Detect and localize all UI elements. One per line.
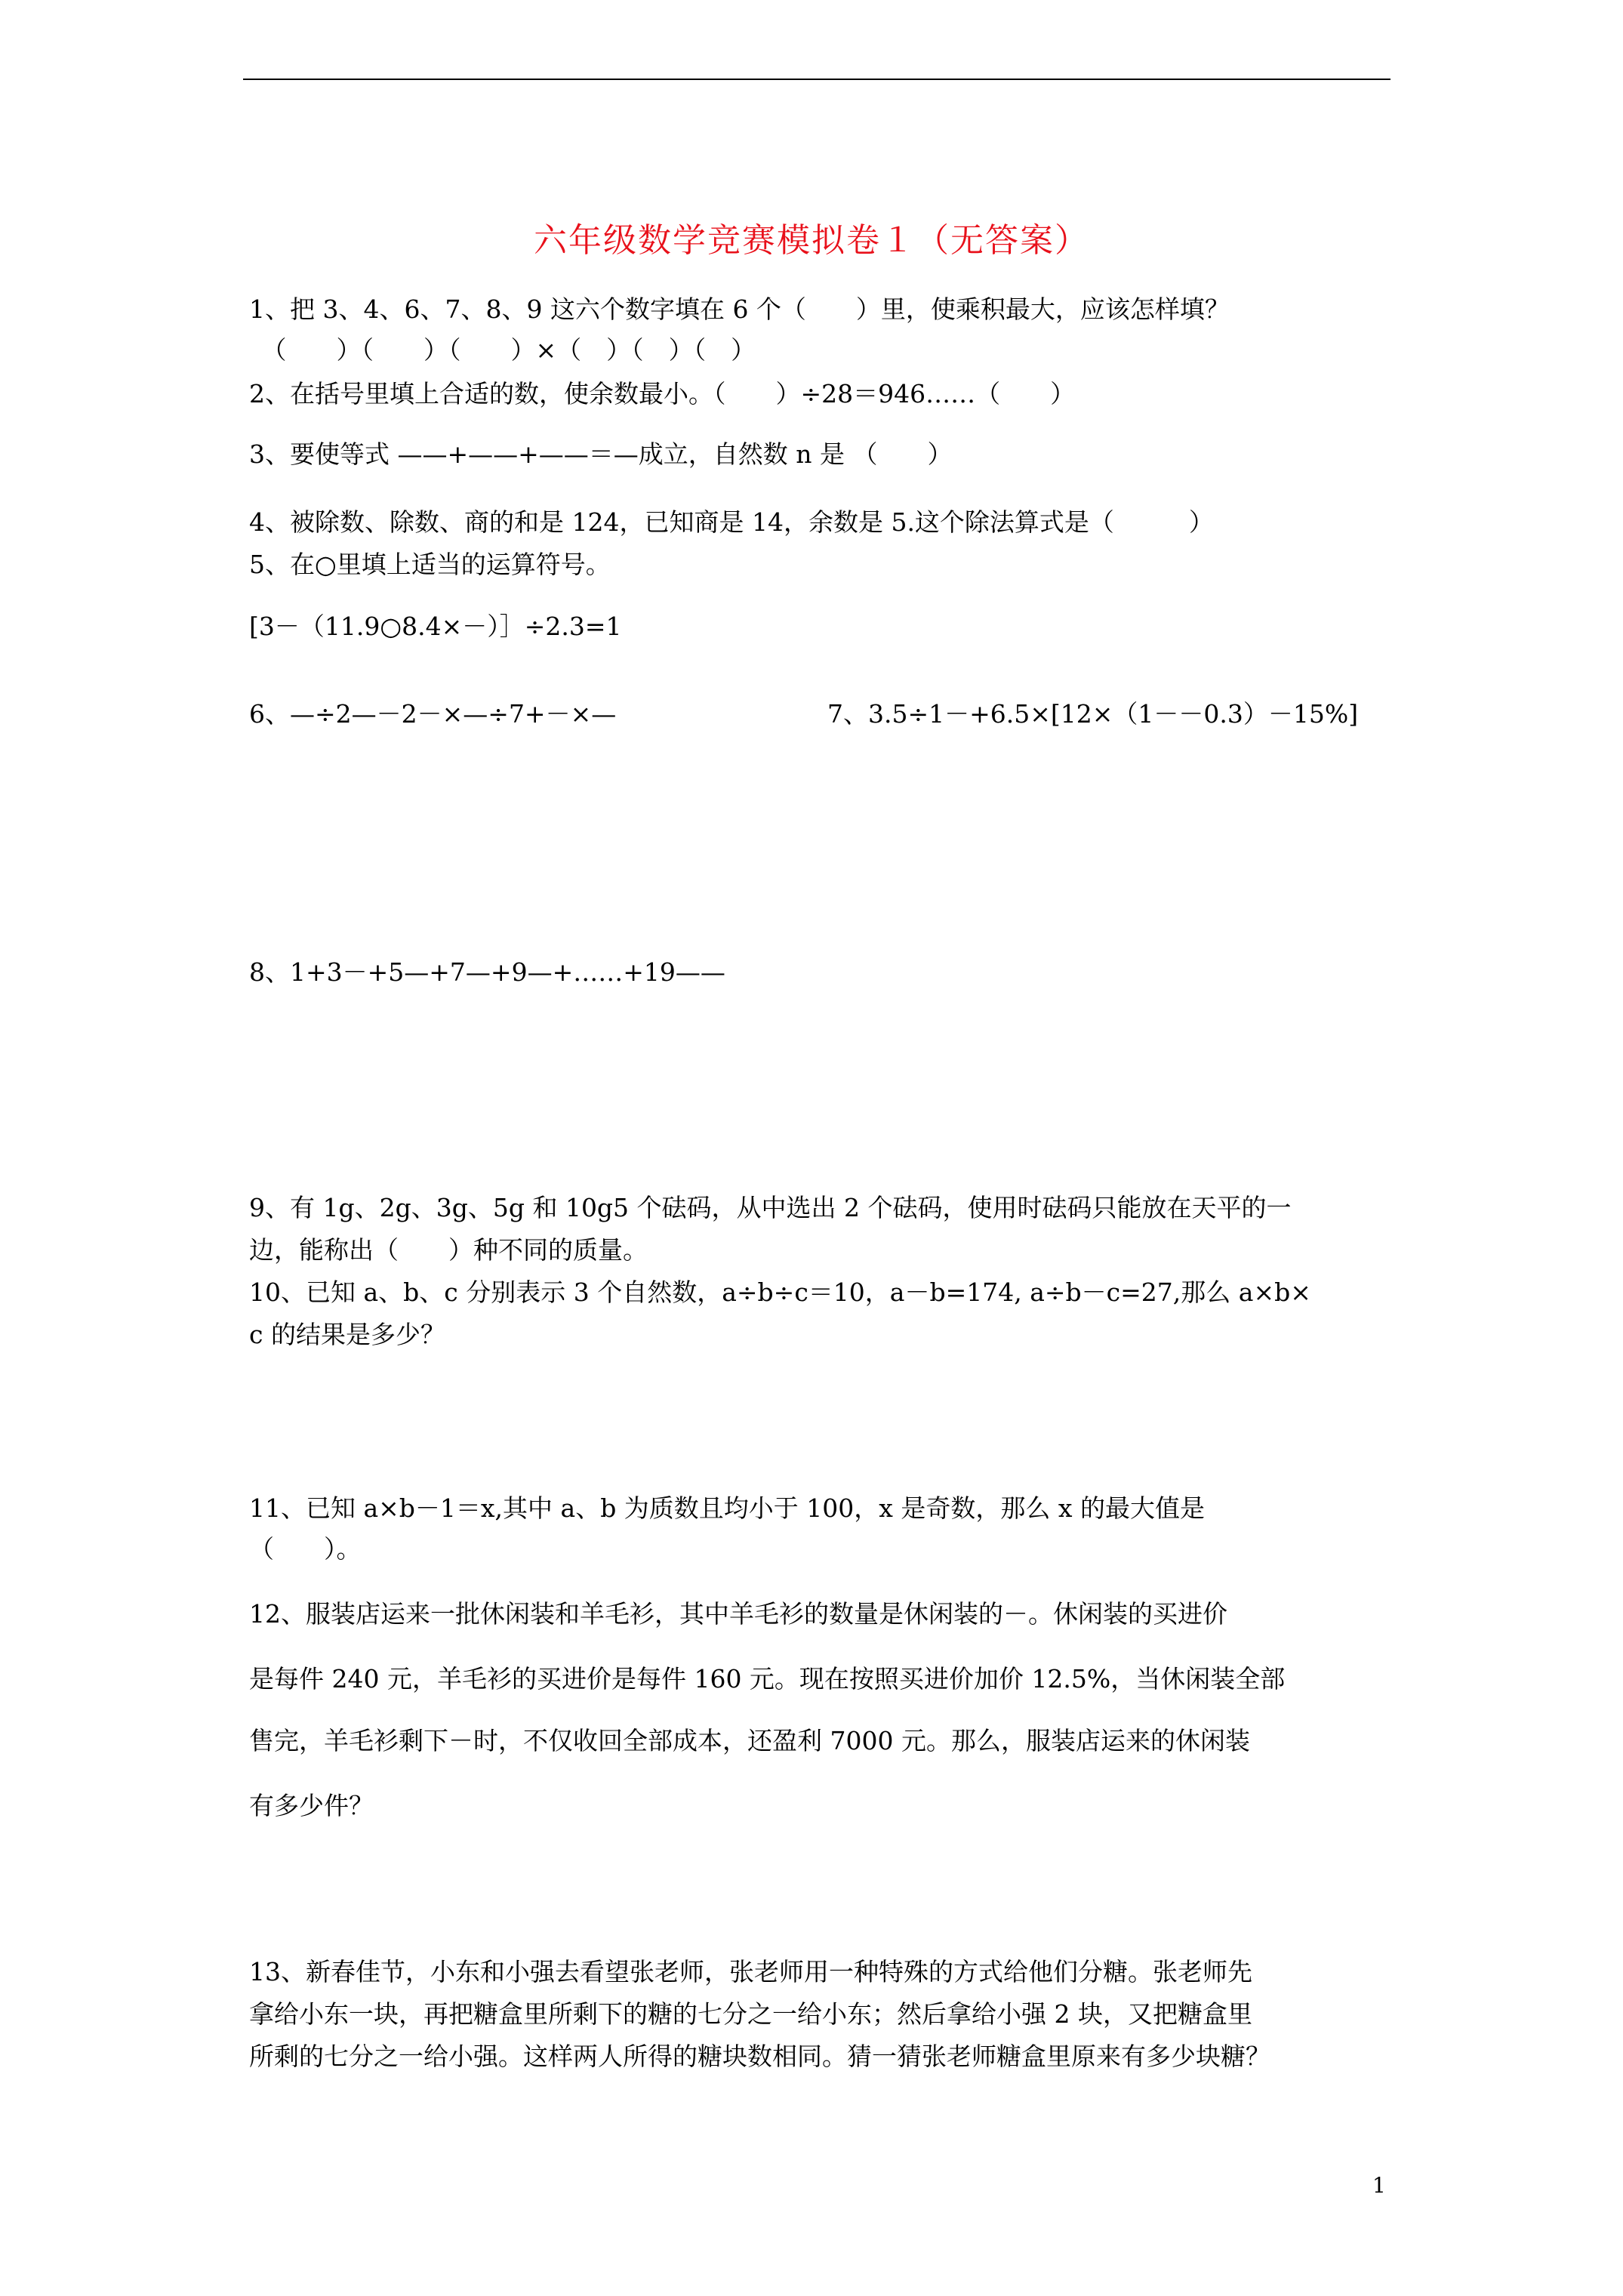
question-3: 3、要使等式 ——+——+——＝—成立，自然数 n 是 （ ） xyxy=(249,439,953,469)
page-title: 六年级数学竞赛模拟卷１（无答案） xyxy=(534,221,1089,260)
question-13-line-1: 13、新春佳节，小东和小强去看望张老师，张老师用一种特殊的方式给他们分糖。张老师先 xyxy=(249,1957,1252,1986)
question-4: 4、被除数、除数、商的和是 124，已知商是 14，余数是 5.这个除法算式是（ ） xyxy=(249,507,1214,537)
header-rule xyxy=(243,79,1390,80)
question-7: 7、3.5÷1－+6.5×[12×（1－－0.3）－15%] xyxy=(827,699,1359,729)
page-number: 1 xyxy=(1372,2173,1386,2198)
question-10-line-2: c 的结果是多少？ xyxy=(249,1320,445,1349)
question-5: 5、在○里填上适当的运算符号。 xyxy=(249,550,611,579)
question-11-line-1: 11、已知 a×b－1＝x,其中 a、b 为质数且均小于 100，x 是奇数，那么 x 的最大值是 xyxy=(249,1493,1205,1523)
question-2: 2、在括号里填上合适的数，使余数最小。（ ）÷28＝946……（ ） xyxy=(249,379,1076,408)
question-11-line-2: （ ）。 xyxy=(249,1534,362,1564)
question-9-line-2: 边，能称出（ ）种不同的质量。 xyxy=(249,1235,648,1265)
question-8: 8、1+3－+5—+7—+9—+……+19—— xyxy=(249,957,725,987)
question-13-line-2: 拿给小东一块，再把糖盒里所剩下的糖的七分之一给小东；然后拿给小强 2 块，又把糖盒里 xyxy=(249,1999,1252,2029)
question-1-line-2: （ ）（ ）（ ）×（ ）（ ）（ ） xyxy=(249,335,756,365)
question-10-line-1: 10、已知 a、b、c 分别表示 3 个自然数，a÷b÷c＝10，a－b=174, a÷b－c=27,那么 a×b× xyxy=(249,1277,1311,1307)
question-12-line-4: 有多少件？ xyxy=(249,1791,374,1820)
question-12-line-3: 售完，羊毛衫剩下－时，不仅收回全部成本，还盈利 7000 元。那么，服装店运来的休闲装 xyxy=(249,1726,1250,1755)
question-13-line-3: 所剩的七分之一给小强。这样两人所得的糖块数相同。猜一猜张老师糖盒里原来有多少块糖？ xyxy=(249,2042,1270,2071)
question-6: 6、—÷2—－2－×—÷7+－×— xyxy=(249,699,617,729)
question-1-line-1: 1、把 3、4、6、7、8、9 这六个数字填在 6 个（ ）里，使乘积最大，应该怎样填？ xyxy=(249,294,1230,324)
question-12-line-2: 是每件 240 元，羊毛衫的买进价是每件 160 元。现在按照买进价加价 12.5%，当休闲装全部 xyxy=(249,1664,1286,1693)
question-5-expression: [3－（11.9○8.4×－）］÷2.3=1 xyxy=(249,612,622,641)
question-12-line-1: 12、服装店运来一批休闲装和羊毛衫，其中羊毛衫的数量是休闲装的－。休闲装的买进价 xyxy=(249,1599,1227,1629)
question-9-line-1: 9、有 1g、2g、3g、5g 和 10g5 个砝码，从中选出 2 个砝码，使用时砝码只能放在天平的一 xyxy=(249,1193,1292,1222)
